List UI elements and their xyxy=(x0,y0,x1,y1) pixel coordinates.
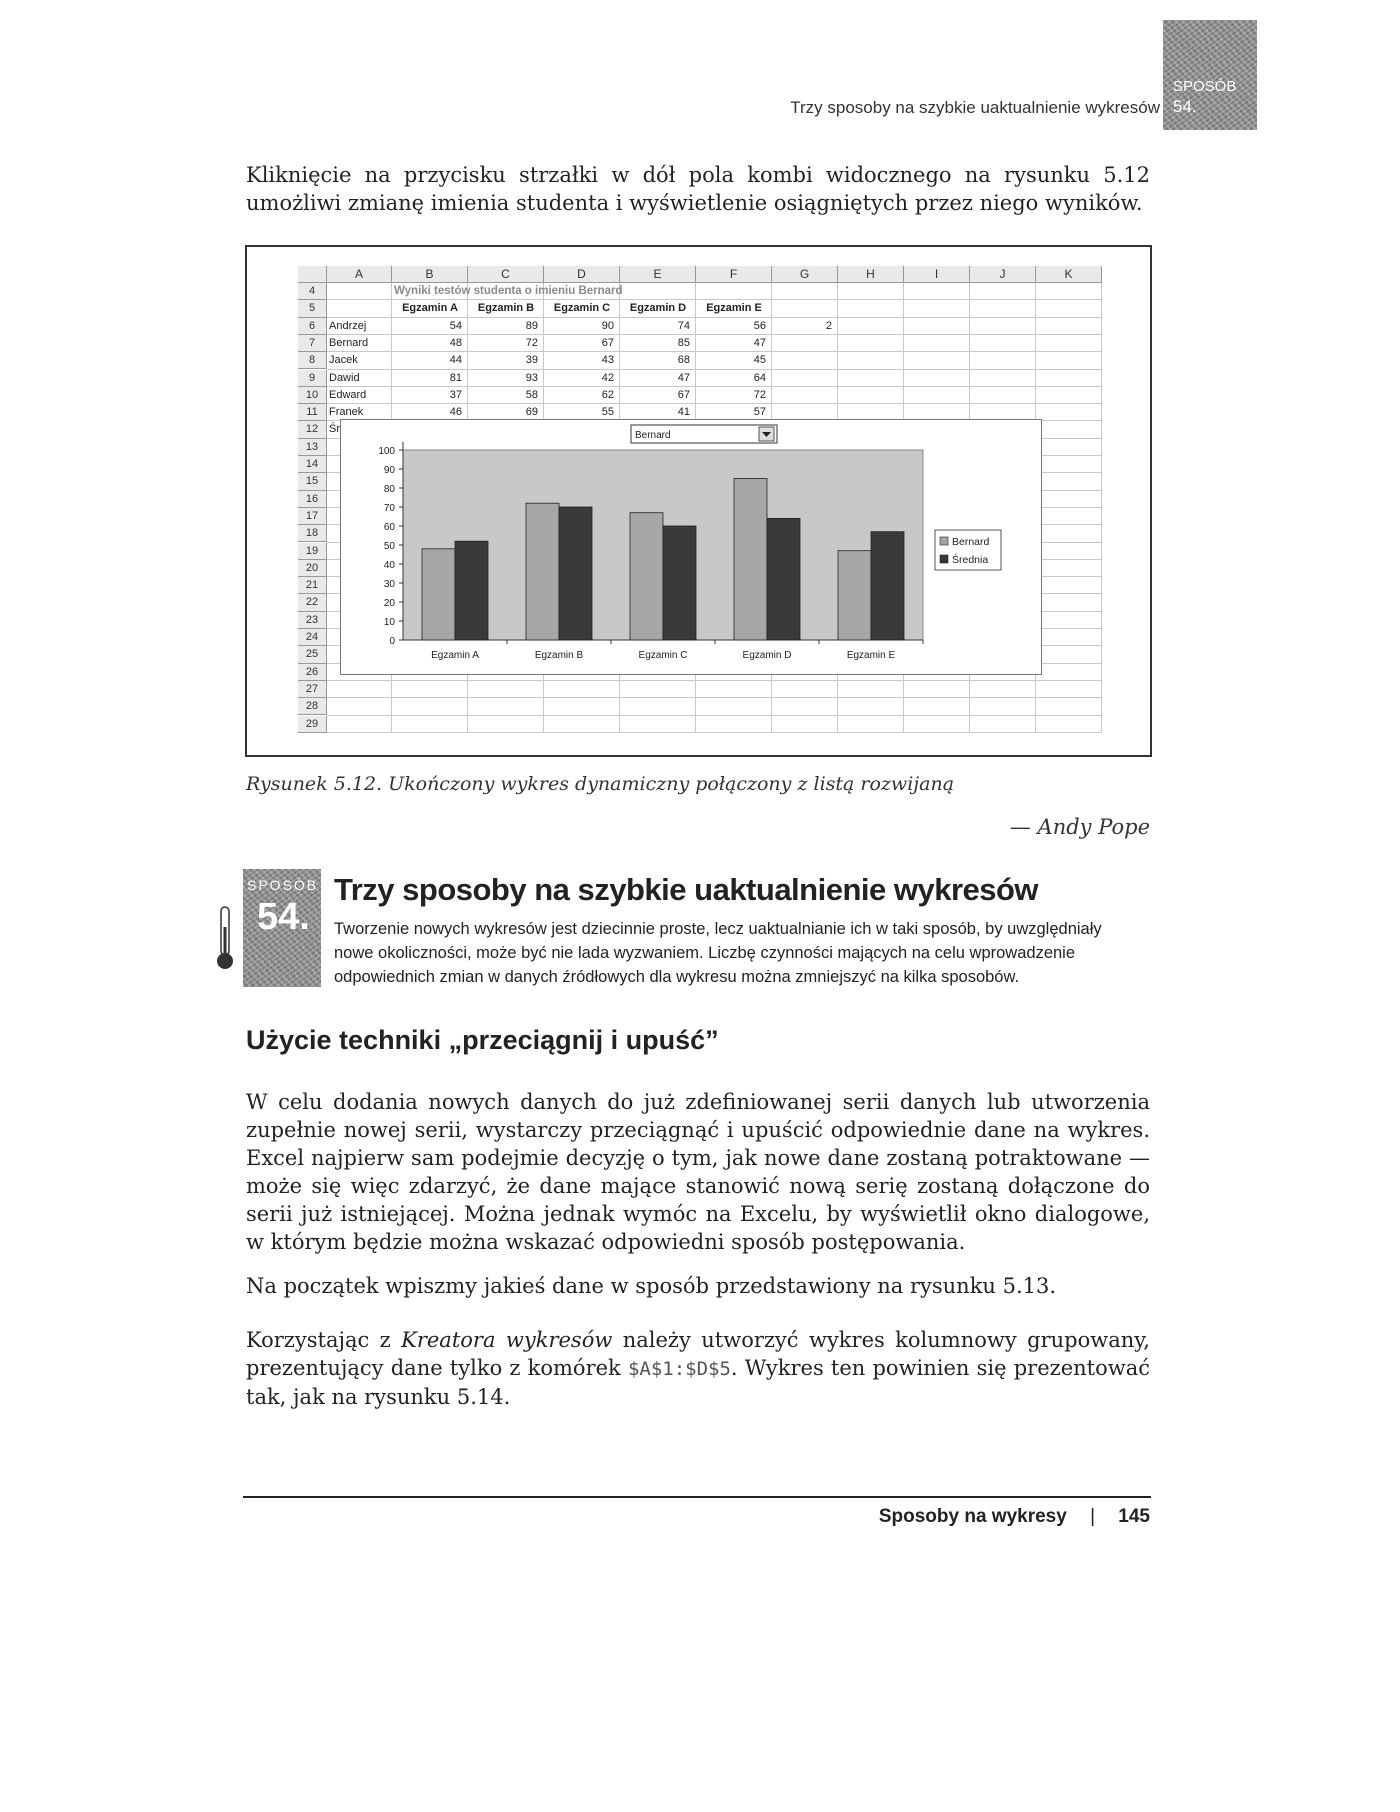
row-header: 26 xyxy=(298,664,327,681)
row-header: 7 xyxy=(298,335,327,352)
table-cell: 67 xyxy=(677,388,690,401)
row-header: 24 xyxy=(298,629,327,646)
body-paragraph-2: Na początek wpiszmy jakieś dane w sposób przedstawiony na rysunku 5.13. xyxy=(246,1274,1057,1298)
x-tick-label: Egzamin B xyxy=(534,650,584,661)
row-header: 17 xyxy=(298,508,327,525)
p3-after: . Wykres ten powinien się prezentować tak, jak na rysunku 5.14. xyxy=(246,1356,1150,1409)
column-header: F xyxy=(696,266,772,283)
spreadsheet xyxy=(298,266,1098,736)
row-header: 6 xyxy=(298,318,327,335)
y-tick-label: 100 xyxy=(378,446,395,457)
row-name: Jacek xyxy=(329,354,358,367)
row-header: 13 xyxy=(298,439,327,456)
row-header: 21 xyxy=(298,577,327,594)
table-cell: 72 xyxy=(525,336,538,349)
table-cell: 85 xyxy=(677,336,690,349)
legend-label: Średnia xyxy=(952,554,989,566)
figure-caption: Rysunek 5.12. Ukończony wykres dynamiczny połączony z listą rozwijaną xyxy=(246,773,955,795)
sheet-corner xyxy=(298,266,327,283)
x-tick-label: Egzamin C xyxy=(638,650,688,661)
figure-frame xyxy=(245,245,1152,757)
row-name: Bernard xyxy=(329,336,369,349)
table-cell: 89 xyxy=(525,319,538,332)
page-number: 145 xyxy=(1118,1506,1150,1527)
row-header: 20 xyxy=(298,560,327,577)
footer-separator: | xyxy=(1090,1506,1096,1527)
table-cell: 93 xyxy=(525,371,538,384)
intro-paragraph: Kliknięcie na przycisku strzałki w dół pola kombi widocznego na rysunku 5.12 umożliwi zmianę imienia studenta i wyświetlenie osiągniętych przez niego wyników. xyxy=(246,163,1150,215)
footer-rule xyxy=(243,1496,1151,1498)
table-cell: 54 xyxy=(449,319,462,332)
column-header: C xyxy=(468,266,544,283)
row-header: 18 xyxy=(298,525,327,542)
table-cell: 37 xyxy=(449,388,462,401)
bar-chart xyxy=(340,419,1042,675)
row-header: 14 xyxy=(298,456,327,473)
row-header: 16 xyxy=(298,491,327,508)
row-header: 25 xyxy=(298,646,327,663)
bar-bernard xyxy=(526,503,559,640)
row-header: 4 xyxy=(298,283,327,300)
column-header: K xyxy=(1036,266,1102,283)
table-cell: 67 xyxy=(601,336,614,349)
y-tick-label: 30 xyxy=(383,579,395,590)
table-cell: 46 xyxy=(449,406,462,419)
table-cell: 42 xyxy=(601,371,614,384)
table-cell: 90 xyxy=(601,319,614,332)
bar-średnia xyxy=(663,526,696,640)
student-combo-value: Bernard xyxy=(635,430,671,441)
table-cell: 58 xyxy=(525,388,538,401)
y-tick-label: 50 xyxy=(383,541,395,552)
row-name: Franek xyxy=(329,406,364,419)
table-cell: 52 xyxy=(449,423,462,436)
x-tick-label: Egzamin A xyxy=(431,650,479,661)
section-heading: Użycie techniki „przeciągnij i upuść” xyxy=(246,1025,719,1055)
gridline-h xyxy=(327,732,1102,733)
table-cell: 64 xyxy=(753,371,766,384)
p3-middle: należy utworzyć wykres kolumnowy grupowany, prezentujący dane tylko z komórek xyxy=(246,1328,1150,1380)
table-cell: 56 xyxy=(753,319,766,332)
table-header: Egzamin A xyxy=(402,302,458,315)
bar-średnia xyxy=(871,532,904,640)
table-header: Egzamin B xyxy=(477,302,535,315)
row-header: 29 xyxy=(298,716,327,733)
table-header: Egzamin C xyxy=(553,302,611,315)
row-header: 28 xyxy=(298,698,327,715)
body-paragraph-1: W celu dodania nowych danych do już zdefiniowanej serii danych lub utworzenia zupełnie nowej serii, wystarczy przeciągnąć i upuścić odpowiednie dane na wykres. Excel najpierw sam podejmie decyzję o tym, jak nowe dane zostaną potraktowane — może się więc zdarzyć, że dane mające stanowić nową serię zostaną dołączone do serii już istniejącej. Można jednak wymóc na Excelu, by wyświetlił okno dialogowe, w którym będzie można wskazać odpowiedni sposób postępowania. xyxy=(246,1090,1150,1254)
hack-title: Trzy sposoby na szybkie uaktualnienie wykresów xyxy=(334,872,1039,907)
bar-średnia xyxy=(559,507,592,640)
footer-book-part: Sposoby na wykresy xyxy=(878,1506,1067,1527)
gridline-h xyxy=(327,697,1102,698)
row-header: 27 xyxy=(298,681,327,698)
p3-code: $A$1:$D$5 xyxy=(627,1358,731,1380)
bar-bernard xyxy=(734,479,767,641)
y-tick-label: 0 xyxy=(389,636,395,647)
attribution: — Andy Pope xyxy=(1009,815,1150,839)
x-tick-label: Egzamin E xyxy=(846,650,896,661)
corner-badge xyxy=(1163,20,1257,130)
table-cell: 39 xyxy=(525,354,538,367)
row-header: 15 xyxy=(298,473,327,490)
footer xyxy=(879,1506,1150,1528)
bar-bernard xyxy=(630,513,663,640)
gridline-h xyxy=(327,715,1102,716)
y-tick-label: 60 xyxy=(383,522,395,533)
row-header: 10 xyxy=(298,387,327,404)
corner-badge-number: 54. xyxy=(1173,97,1197,116)
column-header: D xyxy=(544,266,620,283)
column-header: I xyxy=(904,266,970,283)
y-tick-label: 40 xyxy=(383,560,395,571)
table-header: Egzamin D xyxy=(629,302,687,315)
hack-badge-number: 54. xyxy=(257,896,310,938)
bar-bernard xyxy=(838,551,871,640)
y-tick-label: 10 xyxy=(383,617,395,628)
row-header: 22 xyxy=(298,594,327,611)
row-header: 23 xyxy=(298,612,327,629)
table-cell: 47 xyxy=(753,336,766,349)
sheet-title: Wyniki testów studenta o imieniu Bernard xyxy=(394,285,623,297)
legend-swatch xyxy=(940,537,948,545)
table-cell: 74 xyxy=(677,319,690,332)
legend-swatch xyxy=(940,555,948,563)
thermometer-icon xyxy=(214,905,236,973)
table-cell: 62 xyxy=(601,388,614,401)
table-cell: 43 xyxy=(601,354,614,367)
row-header: 12 xyxy=(298,421,327,438)
column-header: J xyxy=(970,266,1036,283)
y-tick-label: 70 xyxy=(383,503,395,514)
y-tick-label: 80 xyxy=(383,484,395,495)
legend-label: Bernard xyxy=(952,536,990,548)
table-cell: 68 xyxy=(677,354,690,367)
bar-średnia xyxy=(767,518,800,640)
row-name: Edward xyxy=(329,388,367,401)
column-header: B xyxy=(392,266,468,283)
table-cell: 69 xyxy=(525,406,538,419)
bar-średnia xyxy=(455,541,488,640)
y-tick-label: 90 xyxy=(383,465,395,476)
table-cell: 45 xyxy=(753,354,766,367)
column-header: G xyxy=(772,266,838,283)
p3-italic: Kreatora wykresów xyxy=(401,1328,613,1352)
row-header: 11 xyxy=(298,404,327,421)
table-cell: 48 xyxy=(449,336,462,349)
row-name: Średnia xyxy=(329,423,367,436)
row-header: 19 xyxy=(298,543,327,560)
p3-before: Korzystając z xyxy=(246,1328,402,1352)
table-cell-extra: 2 xyxy=(825,319,832,332)
body-paragraph-3 xyxy=(246,1326,1150,1411)
row-name: Andrzej xyxy=(329,319,367,332)
running-header: Trzy sposoby na szybkie uaktualnienie wykresów xyxy=(790,98,1160,117)
row-header: 8 xyxy=(298,352,327,369)
x-tick-label: Egzamin D xyxy=(742,650,792,661)
table-cell: 70 xyxy=(525,423,538,436)
bar-bernard xyxy=(422,549,455,640)
table-cell: 72 xyxy=(753,388,766,401)
table-cell: 60 xyxy=(601,423,614,436)
hack-intro: Tworzenie nowych wykresów jest dziecinnie proste, lecz uaktualnianie ich w taki sposób, by uwzględniały nowe okoliczności, może być nie lada wyzwaniem. Liczbę czynności mających na celu wprowadzenie odpowiednich zmian w danych źródłowych dla wykresu można zmniejszyć na kilka sposobów. xyxy=(334,920,1102,986)
table-header: Egzamin E xyxy=(706,302,762,315)
hack-badge xyxy=(243,869,321,987)
column-header: A xyxy=(327,266,392,283)
row-header: 9 xyxy=(298,370,327,387)
column-header: H xyxy=(838,266,904,283)
table-cell: 47 xyxy=(677,371,690,384)
table-cell: 57 xyxy=(753,406,766,419)
gridline-h xyxy=(327,680,1102,681)
table-cell: 55 xyxy=(601,406,614,419)
column-header: E xyxy=(620,266,696,283)
row-header: 5 xyxy=(298,300,327,317)
table-cell: 41 xyxy=(677,406,690,419)
row-name: Dawid xyxy=(329,371,360,384)
hack-badge-label: SPOSÓB xyxy=(247,877,319,893)
table-cell: 81 xyxy=(449,371,462,384)
corner-badge-label: SPOSÓB xyxy=(1173,78,1237,95)
table-cell: 44 xyxy=(449,354,462,367)
y-tick-label: 20 xyxy=(383,598,395,609)
